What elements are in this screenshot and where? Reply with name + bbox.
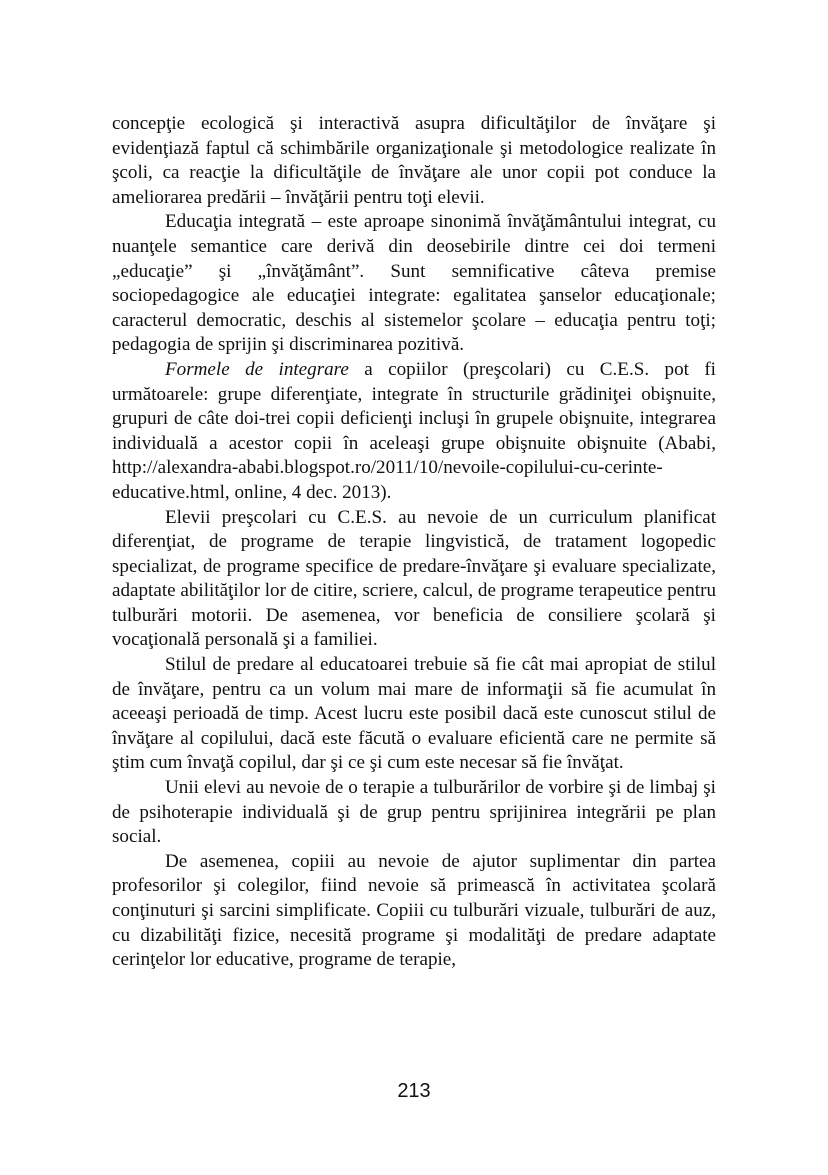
paragraph-2: Educaţia integrată – este aproape sinonimă învăţământului integrat, cu nuanţele semantice care derivă din deosebirile dintre cei doi termeni „educaţie” şi „învăţământ”. Sunt semnificative câteva premise sociopedagogice ale educaţiei integrate: egalitatea şanselor educaţionale; caracterul democratic, deschis al sistemelor şcolare – educaţia pentru toţi; pedagogia de sprijin şi discriminarea pozitivă.: [112, 211, 716, 356]
paragraph-5: Stilul de predare al educatoarei trebuie să fie cât mai apropiat de stilul de învăţare, pentru ca un volum mai mare de informaţii să fie acumulat în aceeaşi perioadă de timp. Acest lucru este posibil dacă este cunoscut stilul de învăţare al copilului, dacă este făcută o evaluare eficientă care ne permite să ştim cum învaţă copilul, dar şi ce şi cum este necesar să fie învăţat.: [112, 654, 716, 774]
italic-term: Formele de integrare: [165, 358, 349, 380]
page-number: 213: [397, 1080, 431, 1102]
paragraph-4: Elevii preşcolari cu C.E.S. au nevoie de un curriculum planificat diferenţiat, de programe de terapie lingvistică, de tratament logopedic specializat, de programe specifice de predare-învăţare şi evaluare specializate, adaptate abilităţilor lor de citire, scriere, calcul, de programe terapeutice pentru tulburări motorii. De asemenea, vor beneficia de consiliere şcolară şi vocaţională personală şi a familiei.: [112, 506, 716, 651]
page-body: [112, 112, 716, 973]
paragraph-7: De asemenea, copiii au nevoie de ajutor suplimentar din partea profesorilor şi colegilor, fiind nevoie să primească în activitatea şcolară conţinuturi şi sarcini simplificate. Copiii cu tulburări vizuale, tulburări de auz, cu dizabilităţi fizice, necesită programe şi modalităţi de predare adaptate cerinţelor lor educative, programe de terapie,: [112, 850, 716, 971]
paragraph-6: Unii elevi au nevoie de o terapie a tulburărilor de vorbire şi de limbaj şi de psihoterapie individuală şi de grup pentru sprijinirea integrării pe plan social.: [112, 777, 716, 848]
paragraph-3-text: a copiilor (preşcolari) cu C.E.S. pot fi următoarele: grupe diferenţiate, integrate în structurile grădiniţei obişnuite, grupuri de câte doi-trei copii deficienţi incluşi în grupele obişnuite, integrarea individuală a acestor copii în aceleaşi grupe obişnuite obişnuite (Ababi, http://alexandra-ababi.blogspot.ro/2011/10/nevoile-copilului-cu-cerinte-educative.html, online, 4 dec. 2013).: [112, 358, 716, 503]
paragraph-3: [112, 358, 716, 506]
paragraph-1: concepţie ecologică şi interactivă asupra dificultăţilor de învăţare şi evidenţiază faptul că schimbările organizaţionale şi metodologice realizate în şcoli, ca reacţie la dificultăţile de învăţare ale unor copii pot conduce la ameliorarea predării – învăţării pentru toţi elevii.: [112, 113, 716, 208]
